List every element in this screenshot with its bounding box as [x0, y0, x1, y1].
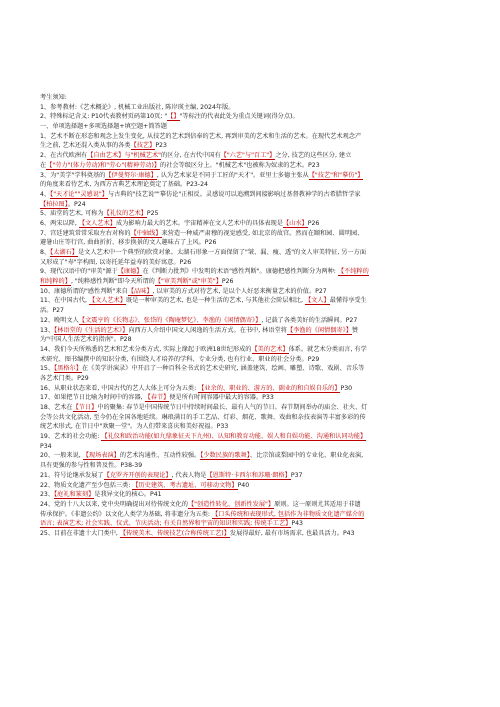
text-line	[40, 519, 478, 529]
line-text: 21、符号论继承发展了	[40, 471, 104, 479]
line-text: 2、特殊标记含义: P10代表教材页码第10页; "	[40, 113, 168, 121]
line-text: 的社会等级区分上。"机械艺术"也被称为奴隶的艺术。P23	[160, 161, 320, 169]
line-text: 。P24	[67, 200, 86, 208]
text-line	[40, 296, 478, 306]
text-line	[40, 248, 478, 258]
text-line	[40, 471, 478, 481]
line-text: 20、一般来说,	[40, 452, 83, 460]
text-line	[40, 200, 478, 210]
highlighted-keyword: 【业余的、职业的、游方的、副业的和自娱自乐的】	[198, 384, 341, 392]
line-text: 8、	[40, 249, 51, 256]
line-text: 赞	[351, 326, 359, 334]
highlighted-keyword: 【黑格尔】	[54, 365, 82, 373]
text-line	[40, 151, 478, 161]
text-line	[40, 422, 478, 432]
highlighted-keyword: 【礼仪的艺术】	[103, 210, 147, 218]
text-line	[40, 93, 478, 103]
highlighted-keyword: 【山水】	[283, 219, 308, 227]
line-text: 10、康德所谓的"感性判断"来自	[40, 287, 128, 295]
text-line	[40, 500, 478, 510]
line-text: 体系。就艺术分类而言, 有学	[288, 345, 367, 353]
highlighted-keyword: 【李渔的《闲情偶寄》】	[286, 326, 352, 334]
text-line	[40, 481, 478, 491]
text-line	[40, 316, 478, 326]
text-line	[40, 413, 478, 423]
text-line	[40, 490, 478, 500]
text-line	[40, 209, 478, 219]
text-line	[40, 529, 478, 539]
line-text: 活。P27	[40, 307, 64, 315]
text-line	[40, 229, 478, 239]
highlighted-keyword: 【礼仪和政治功能(如九鼎象征天下九州)、认知和教育功能、娱人和自娱功能、沟通和认同功能】	[101, 433, 367, 441]
line-text: 在	[40, 161, 47, 169]
line-text: 24、党的十八大以来, 党中央明确提出对待传统文化的	[40, 500, 188, 508]
line-text: 统艺术形式, 在节日中"欢聚一堂"。为人们带来喜庆和美好祝福。P33	[40, 423, 229, 431]
line-text: 11、在中国古代,	[40, 297, 89, 305]
highlighted-keyword: 【口头传统和表现形式, 包括作为非物质文化遗产媒介的	[211, 510, 365, 518]
highlighted-keyword: 【节日】	[72, 404, 98, 411]
highlighted-keyword: 【"劳力"(体力劳动)和"劳心"(精神劳动)】	[46, 161, 161, 169]
highlighted-keyword: 【品味】	[127, 287, 153, 295]
line-text: 具有更强的参与性和普及性。P38-39	[40, 462, 143, 470]
line-text: 来营造一种威严肃穆的视觉感受, 如北京的故宫。然而在颐和园、圆明园、	[161, 229, 364, 237]
text-line	[40, 258, 478, 268]
text-line	[40, 510, 478, 520]
line-text: 1、参考教材:《艺术概论》, 机械工业出版社, 陈岸瑛主编, 2024年版。	[40, 103, 235, 111]
line-text: P25	[146, 210, 159, 218]
line-text: 9、现代汉语中的"审美"源于	[40, 268, 118, 276]
highlighted-keyword: 【技艺】	[130, 142, 156, 150]
line-text: 向西方人介绍中国文人闲逸的生活方式。在书中, 林语堂将	[128, 326, 287, 334]
line-text: 成为影响力最大的艺术。宇宙精神在文人艺术中的具体表现是	[115, 219, 283, 227]
line-text: 6、两宋以降,	[40, 219, 79, 227]
text-line	[40, 374, 478, 384]
text-line	[40, 364, 478, 374]
line-text: 便是所有时间容器中最大的容器。P33	[169, 394, 274, 402]
highlighted-keyword: 【林语堂的《生活的艺术》】	[54, 326, 129, 334]
text-line	[40, 393, 478, 403]
text-line	[40, 306, 478, 316]
text-line	[40, 122, 478, 132]
line-text: 4、	[40, 190, 51, 198]
line-text: 12、晚明文人	[40, 316, 79, 324]
highlighted-keyword: 【庭礼和篆刻】	[54, 491, 95, 499]
line-text: 又形成了"寿"字构图, 以寄托延年益寿的美好寓意。P26	[40, 258, 192, 266]
line-text: 22、物质文化遗产至少包括三类:	[40, 481, 133, 489]
line-text: , 记载了各类美好的生活瞬间。P27	[261, 316, 358, 324]
highlighted-keyword: 【】	[167, 113, 180, 121]
line-text: 2、在古代欧洲有	[40, 152, 88, 160]
line-text: 生之前, 艺术还混入类从事的各类	[40, 142, 131, 150]
line-text: 是我异文化的核心。P41	[94, 491, 162, 499]
highlighted-keyword: 【文人艺术】	[78, 219, 116, 227]
line-text: 最懂得享受生	[329, 297, 367, 305]
text-line	[40, 190, 478, 200]
line-text: 术研究、图书编撰中的知识分类, 有围绕人才培养的学科、专业分类, 也有行业、职业的社会分类。P29	[40, 355, 320, 363]
line-text: 考生须知:	[40, 94, 67, 101]
line-text: 在《判断力批判》中发明的术语"感性判断"。康德把感性判断分为两种:	[142, 268, 338, 276]
highlighted-keyword: 【文震亨的《长物志》、张岱的《陶庵梦忆》、李渔的《闲情偶寄》】	[78, 316, 262, 324]
line-text: 13、	[40, 326, 55, 334]
highlighted-keyword: 【克罗齐开创的表现论】	[103, 471, 172, 479]
line-text: 18、艺术在	[40, 404, 73, 411]
text-line	[40, 141, 478, 151]
highlighted-keyword: 【历史建筑、考古遗址、可移动文物】	[132, 481, 238, 489]
line-text: 17、如果把节日比喻为时间中的容器,	[40, 394, 145, 402]
line-text: 传承保护。《非遗公约》以文化人类学为基础, 将非遗分为五类:	[40, 510, 212, 518]
text-line	[40, 287, 478, 297]
highlighted-keyword: 【柏拉图】	[40, 200, 68, 208]
line-text: P30	[340, 384, 353, 392]
line-text: 既是一种审美的艺术, 也是一种生活的艺术, 与其他社会阶层相比,	[126, 297, 305, 305]
highlighted-keyword: 【"审美判断"或"审美"】	[154, 278, 222, 286]
text-line	[40, 432, 478, 442]
highlighted-keyword: 【"六艺"与"百工"】	[220, 152, 276, 160]
line-text: P26	[307, 219, 320, 227]
line-text: 、比宗馆或梨园中的专业化、职业化表演,	[249, 452, 364, 460]
highlighted-keyword: 【太湖石】	[50, 249, 78, 256]
line-text: , 代表人物是	[171, 471, 207, 479]
highlighted-keyword: 【春节】	[144, 394, 170, 402]
line-text: P40	[237, 481, 250, 489]
text-line	[40, 335, 478, 345]
line-text: P26	[221, 278, 234, 286]
highlighted-keyword: 【"创造性转化、创新性发展"】	[187, 500, 275, 508]
text-line	[40, 355, 478, 365]
highlighted-keyword: 【伊曼努尔·康德】	[105, 171, 157, 179]
line-text: 15、	[40, 365, 55, 373]
text-line	[40, 267, 478, 277]
line-text: P34	[40, 442, 52, 450]
highlighted-keyword: 【恩斯特·卡西尔和苏珊·朗格】	[206, 471, 291, 479]
text-line	[40, 345, 478, 355]
line-text: 的角度来看待艺术, 为西方古典艺术理论奠定了基础。P23-24	[40, 181, 208, 189]
text-line	[40, 277, 478, 287]
highlighted-keyword: 【自由艺术】与"机械艺术"	[87, 152, 162, 160]
text-line	[40, 461, 478, 471]
line-text: 中的聚集: 春节是中国传统节日中持续时间最长、最有人气的节日。春节期间举办的庙会、社火、灯	[97, 404, 368, 411]
line-text: 7、宫廷建筑常常采取左右对称的	[40, 229, 131, 237]
highlighted-keyword: 【现场表演】	[82, 452, 120, 460]
highlighted-keyword: 和纯粹的】	[40, 278, 71, 286]
line-text: 发展得最好, 最有市场需求, 也最具活力。P43	[229, 529, 355, 537]
text-line	[40, 238, 478, 248]
line-text: 原则。这一原则尤其适用于非遗	[274, 500, 361, 508]
text-line	[40, 326, 478, 336]
highlighted-keyword: 【文人】	[304, 297, 330, 305]
line-text: 16、从职业状态来看, 中国古代的艺人大体上可分为五类:	[40, 384, 199, 392]
line-text: P43	[291, 520, 303, 528]
text-line	[40, 219, 478, 229]
line-text: , 以审美的方式对待艺术, 是以个人好恶来衡量艺术的价值。P27	[152, 287, 327, 295]
line-text: 会等公共文化活动, 至今仍在全国各地延续。琳琅满目的手工艺品、灯彩、烟花、歌舞、戏曲和杂技表演等丰富多彩的传	[40, 413, 366, 421]
highlighted-keyword: 【"天才论""灵感说"】	[50, 190, 108, 198]
line-text: 3、为"美学"学科奠基的	[40, 171, 106, 179]
text-line	[40, 161, 478, 171]
line-text: 避暑山庄等行宫, 曲曲折折、移步换景的文人趣味占了上风。P26	[40, 239, 217, 247]
line-text: 23、	[40, 491, 55, 499]
line-text: 1、艺术不断在形态和观念上发生变化, 从技艺的艺术到信奉的艺术, 再到审美的艺术和生活的艺术。在现代艺术观念产	[40, 132, 362, 140]
line-text: 是文人艺术中一个典型的欣赏对象。太湖石形象一方面保留了"皱、漏、瘦、透"的文人审美特征, 另一方面	[77, 249, 367, 256]
line-text: 一、单项选择题+多项选择题+填空题+简答题	[40, 123, 167, 131]
line-text: P37	[290, 471, 303, 479]
text-line	[40, 451, 478, 461]
highlighted-keyword: 【康德】	[117, 268, 143, 276]
highlighted-keyword: 【文人艺术】	[88, 297, 127, 305]
highlighted-keyword: 【少数民族的歌舞】	[200, 452, 250, 460]
line-text: 与古典的"技艺说""摹仿论"正相反。灵感说可以追溯到间接影响过基督教神学的古希腊哲学家	[107, 190, 361, 198]
document-body	[40, 93, 478, 539]
text-line	[40, 112, 478, 122]
line-text: 25、目前在非遗十大门类中,	[40, 529, 120, 537]
text-line	[40, 384, 478, 394]
highlighted-keyword: 语言; 表演艺术; 社会实践、仪式、节庆活动; 有关自然界和宇宙的知识和实践; 传统手工艺】	[40, 520, 292, 528]
line-text: P23	[155, 142, 167, 150]
line-text: 的艺术沟通性、互动性较强。	[119, 452, 201, 460]
text-line	[40, 132, 478, 142]
text-line	[40, 180, 478, 190]
text-line	[40, 171, 478, 181]
line-text: , "纯粹感性判断"即今天所谓的	[70, 278, 155, 286]
line-text: 之分, 技艺的这些区分, 建立	[275, 152, 352, 160]
highlighted-keyword: 【美的艺术】	[251, 345, 289, 353]
line-text: 各艺术门类。P29	[40, 374, 89, 382]
highlighted-keyword: 【"技艺"和"摹仿"】	[308, 171, 364, 179]
line-text: 14、我们今天所熟悉的艺术和艺术分类方式, 实际上缘起于欧洲18世纪形成的	[40, 345, 252, 353]
line-text: 在《美学讲演录》中开启了一种百科全书式的艺术史研究, 涵盖建筑、绘画、雕塑、诗歌、戏剧、音乐等	[81, 365, 365, 373]
highlighted-keyword: 【不纯粹的	[337, 268, 369, 276]
text-line	[40, 442, 478, 452]
line-text: 为"中国人生活艺术的指南"。P28	[40, 336, 132, 344]
line-text: , 认为艺术家是不同于工匠的"天才"。亚里士多德主张从	[156, 171, 309, 179]
line-text: 19、艺术的社会功能:	[40, 433, 102, 441]
highlighted-keyword: 【中轴线】	[130, 229, 162, 237]
text-line	[40, 403, 478, 413]
line-text: 的区分, 在古代中国有	[161, 152, 221, 160]
highlighted-keyword: 【传统美术、传统技艺(合称传统工艺)】	[119, 529, 230, 537]
line-text: 5、庙堂的艺术, 可称为	[40, 210, 104, 218]
line-text: "等标注的代表此处为重点关键词(得分点)。	[179, 113, 299, 121]
text-line	[40, 103, 478, 113]
